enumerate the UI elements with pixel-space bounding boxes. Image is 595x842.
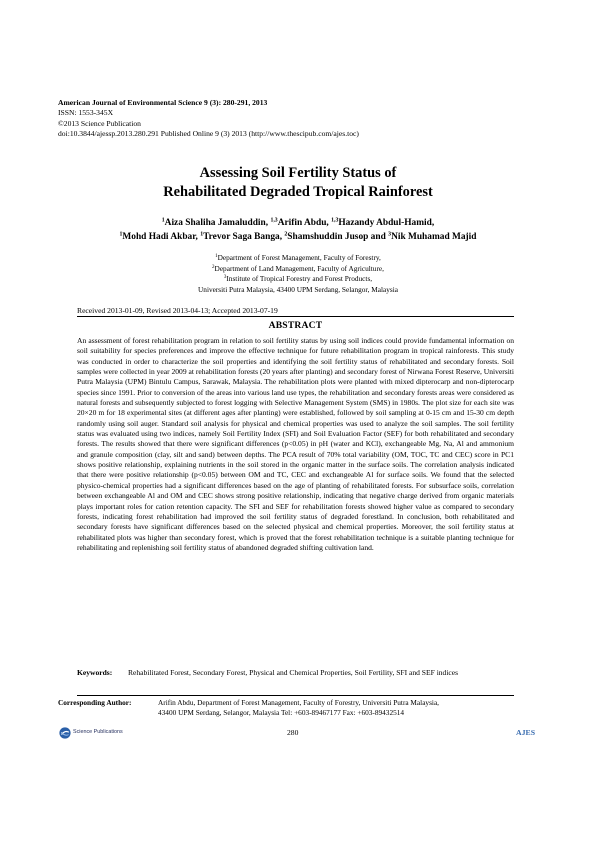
affiliation-marker: 2 — [212, 264, 215, 270]
affiliation-marker: 1 — [215, 254, 218, 259]
keywords-text: Rehabilitated Forest, Secondary Forest, Physical and Chemical Properties, Soil Fertility, SFI and SEF indices — [128, 668, 459, 677]
title-line-1: Assessing Soil Fertility Status of — [199, 165, 397, 181]
author-name: Nik Muhamad Majid — [391, 232, 477, 242]
university-address: Universiti Putra Malaysia, 43400 UPM Serdang, Selangor, Malaysia — [198, 284, 398, 294]
author-list — [58, 216, 538, 244]
journal-citation: American Journal of Environmental Science 9 (3): 280-291, 2013 — [58, 98, 268, 107]
publisher-name: Science Publications — [73, 729, 123, 735]
author-name: Shamshuddin Jusop and — [287, 232, 389, 242]
affiliation-text: Department of Land Management, Faculty of Agriculture, — [214, 263, 384, 273]
journal-header — [58, 98, 538, 139]
affiliation-1 — [58, 253, 538, 264]
divider-top — [77, 316, 514, 317]
author-affiliation-marker: 1 — [200, 231, 204, 238]
corresponding-line-2: 43400 UPM Serdang, Selangor, Malaysia Tel: +603-89467177 Fax: +603-89432514 — [158, 708, 405, 717]
author-affiliation-marker: 1,3 — [331, 217, 339, 224]
corresponding-author — [58, 698, 538, 718]
corresponding-line-1: Arifin Abdu, Department of Forest Management, Faculty of Forestry, Universiti Putra Malaysia, — [158, 698, 440, 707]
copyright: ©2013 Science Publication — [58, 118, 141, 128]
affiliation-2 — [58, 264, 538, 275]
corresponding-author-details — [158, 698, 538, 718]
journal-abbreviation: AJES — [516, 728, 536, 737]
author-affiliation-marker: 3 — [388, 231, 392, 238]
title-line-2: Rehabilitated Degraded Tropical Rainforest — [163, 184, 433, 200]
issn: ISSN: 1553-345X — [58, 108, 114, 118]
affiliation-3 — [58, 274, 538, 285]
page-number: 280 — [287, 728, 299, 737]
doi-line[interactable]: doi:10.3844/ajessp.2013.280.291 Published Online 9 (3) 2013 (http://www.thescipub.com/ajes.toc) — [58, 128, 359, 138]
received-dates: Received 2013-01-09, Revised 2013-04-13; Accepted 2013-07-19 — [77, 306, 278, 315]
affiliation-text: Institute of Tropical Forestry and Forest Products, — [226, 274, 373, 284]
author-name: Aiza Shaliha Jamaluddin, — [164, 218, 271, 228]
author-affiliation-marker: 2 — [284, 231, 288, 238]
abstract-text: An assessment of forest rehabilitation program in relation to soil fertility status by using soil indices could provide fundamental information on soil suitability for species preferences and improve the effective technique for future rehabilitation program in tropical rainforests. This study was conducted in order to characterize the soil properties and identifying the soil fertility status of rehabilitated and secondary forests. Soil samples were collected in year 2009 at rehabilitation forests (20 years after planting) and secondary forest of Nirwana Forest Reserve, Universiti Putra Malaysia (UPM) Bintulu Campus, Sarawak, Malaysia. The rehabilitation plots were planted with mixed dipterocarp and non-dipterocarp species since 1991. Prior to conversion of the areas into various land use types, the rehabilitation and secondary forests areas were considered as natural forests and subsequently subjected to forest logging with Selective Management System (SMS) in 1980s. The plot size for each site was 20×20 m for 18 experimental sites (at different ages after planting) were established, followed by soil sampling at 0-15 cm and 15-30 cm depth randomly using soil auger. Standard soil analysis for physical and chemical properties was used to analyze the soil samples. The soil fertility status was evaluated using two indices, namely Soil Fertility Index (SFI) and Soil Evaluation Factor (SEF) for both rehabilitated and secondary forests. The results showed that there were significant differences (p<0.05) in pH (water and KCl), exchangeable Mg, Na, Al and ammonium and granule composition (clay, silt and sand) between depths. The PCA result of 70% total variability (OM, TOC, TC and CEC) score in PC1 shows positive relationship, explaining nutrients in the soil stored in the organic matter in the surface soils. The correlation analysis indicated that there were positive relationship (p<0.05) between OM and TC, CEC and exchangeable Al for surface soils. We found that the selected physico-chemical properties had a significant differences based on the age of planting of rehabilitated forests. For subsurface soils, correlation between exchangeable Al and OM and CEC shows strong positive relationship, indicating that negative charge derived from organic materials plays important roles for cation retention capacity. The SFI and SEF for rehabilitation forests showed higher value as compared to secondary forests, indicating forest rehabilitation had improved the soil fertility status of degraded forestland. In conclusion, both rehabilitated and secondary forests have significant differences based on the selected physical and chemical properties. Moreover, the soil fertility status at rehabilitated plots was higher than secondary forest, which is proved that the forest rehabilitation technique is a suitable planting technique for rehabilitating and replenishing soil fertility status of abandoned degraded shifting cultivation land. — [77, 336, 514, 552]
author-name: Arifin Abdu, — [277, 218, 332, 228]
author-name: Trevor Saga Banga, — [203, 232, 285, 242]
author-affiliation-marker: 1 — [119, 231, 123, 238]
author-affiliation-marker: 1 — [161, 217, 165, 224]
author-affiliation-marker: 1,3 — [270, 217, 278, 224]
science-publications-logo-icon — [59, 727, 71, 739]
corresponding-author-label: Corresponding Author: — [58, 698, 132, 707]
author-name: Mohd Hadi Akbar, — [122, 232, 201, 242]
affiliations — [58, 253, 538, 295]
keywords — [77, 668, 514, 678]
author-name: Hazandy Abdul-Hamid, — [338, 218, 435, 228]
author-line-2 — [58, 230, 538, 244]
author-line-1 — [58, 216, 538, 230]
affiliation-marker: 3 — [223, 275, 227, 281]
paper-title — [58, 164, 538, 202]
abstract-heading: ABSTRACT — [268, 320, 323, 331]
keywords-label: Keywords: — [77, 668, 113, 677]
divider-bottom — [77, 695, 514, 696]
affiliation-text: Department of Forest Management, Faculty of Forestry, — [217, 253, 381, 262]
